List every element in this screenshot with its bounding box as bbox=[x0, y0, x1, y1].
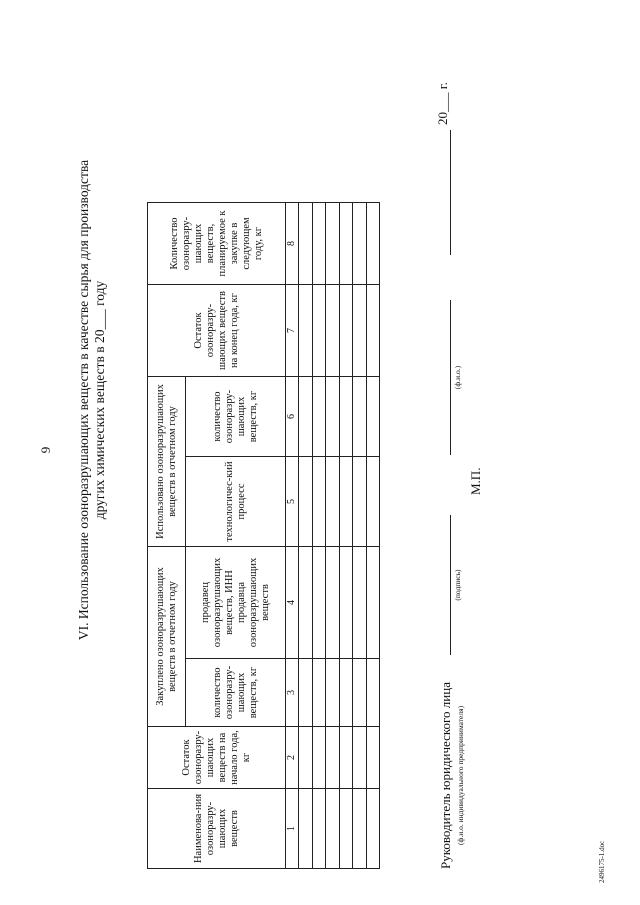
head-sublabel: (ф.и.о. индивидуального предпринимателя) bbox=[456, 705, 465, 845]
empty-table-row bbox=[299, 203, 313, 869]
purchased-group-header: Закуплено озоноразрушающих веществ в отчетном году bbox=[148, 547, 186, 727]
signature-line bbox=[450, 515, 451, 655]
column-number: 1 bbox=[286, 789, 299, 869]
section-title bbox=[76, 45, 108, 755]
column-number: 7 bbox=[286, 285, 299, 377]
col-planned-header: Количество озоноразру-шающих веществ, планируемое к закупке в следующем году, кг bbox=[148, 203, 286, 285]
used-group-header: Использовано озоноразрушающих веществ в отчетном году bbox=[148, 377, 186, 547]
column-number: 4 bbox=[286, 547, 299, 659]
page-number: 9 bbox=[38, 446, 53, 454]
column-number: 6 bbox=[286, 377, 299, 457]
empty-table-row bbox=[353, 203, 367, 869]
table-header-row bbox=[148, 203, 186, 869]
col-process-header: технологичес-кий процесс bbox=[186, 457, 286, 547]
empty-table-row bbox=[366, 203, 380, 869]
signature-label: (подпись) bbox=[453, 569, 462, 601]
col-used-qty-header: количество озоноразру-шающих веществ, кг bbox=[186, 377, 286, 457]
col-seller-header: продавец озоноразрушающих веществ, ИНН продавца озоноразрушающих веществ bbox=[186, 547, 286, 659]
col-end-balance-header: Остаток озоноразру-шающих веществ на конец года, кг bbox=[148, 285, 286, 377]
section-title-line2: других химических веществ в 20___ году bbox=[92, 280, 107, 520]
name-line bbox=[450, 300, 451, 455]
section-title-line1: VI. Использование озоноразрушающих веществ в качестве сырья для производства bbox=[76, 159, 91, 641]
column-number: 2 bbox=[286, 727, 299, 789]
col-name-header: Наименова-ния озоноразру-шающих веществ bbox=[148, 789, 286, 869]
empty-table-row bbox=[339, 203, 353, 869]
empty-table-row bbox=[326, 203, 340, 869]
column-number: 5 bbox=[286, 457, 299, 547]
document-code: 2496175-1.doc bbox=[598, 840, 606, 883]
column-numbers-row bbox=[286, 203, 299, 869]
stamp-place: М.П. bbox=[468, 467, 483, 495]
column-number: 3 bbox=[286, 659, 299, 727]
column-number: 8 bbox=[286, 203, 299, 285]
name-label: (ф.и.о.) bbox=[453, 365, 462, 390]
head-label: Руководитель юридического лица bbox=[438, 682, 453, 869]
date-year: 20___ г. bbox=[435, 82, 450, 125]
date-line bbox=[450, 130, 451, 255]
ozone-substances-table bbox=[147, 202, 380, 869]
col-start-balance-header: Остаток озоноразру-шающих веществ на начало года, кг bbox=[148, 727, 286, 789]
col-purchased-qty-header: количество озоноразру-шающих веществ, кг bbox=[186, 659, 286, 727]
empty-table-row bbox=[312, 203, 326, 869]
